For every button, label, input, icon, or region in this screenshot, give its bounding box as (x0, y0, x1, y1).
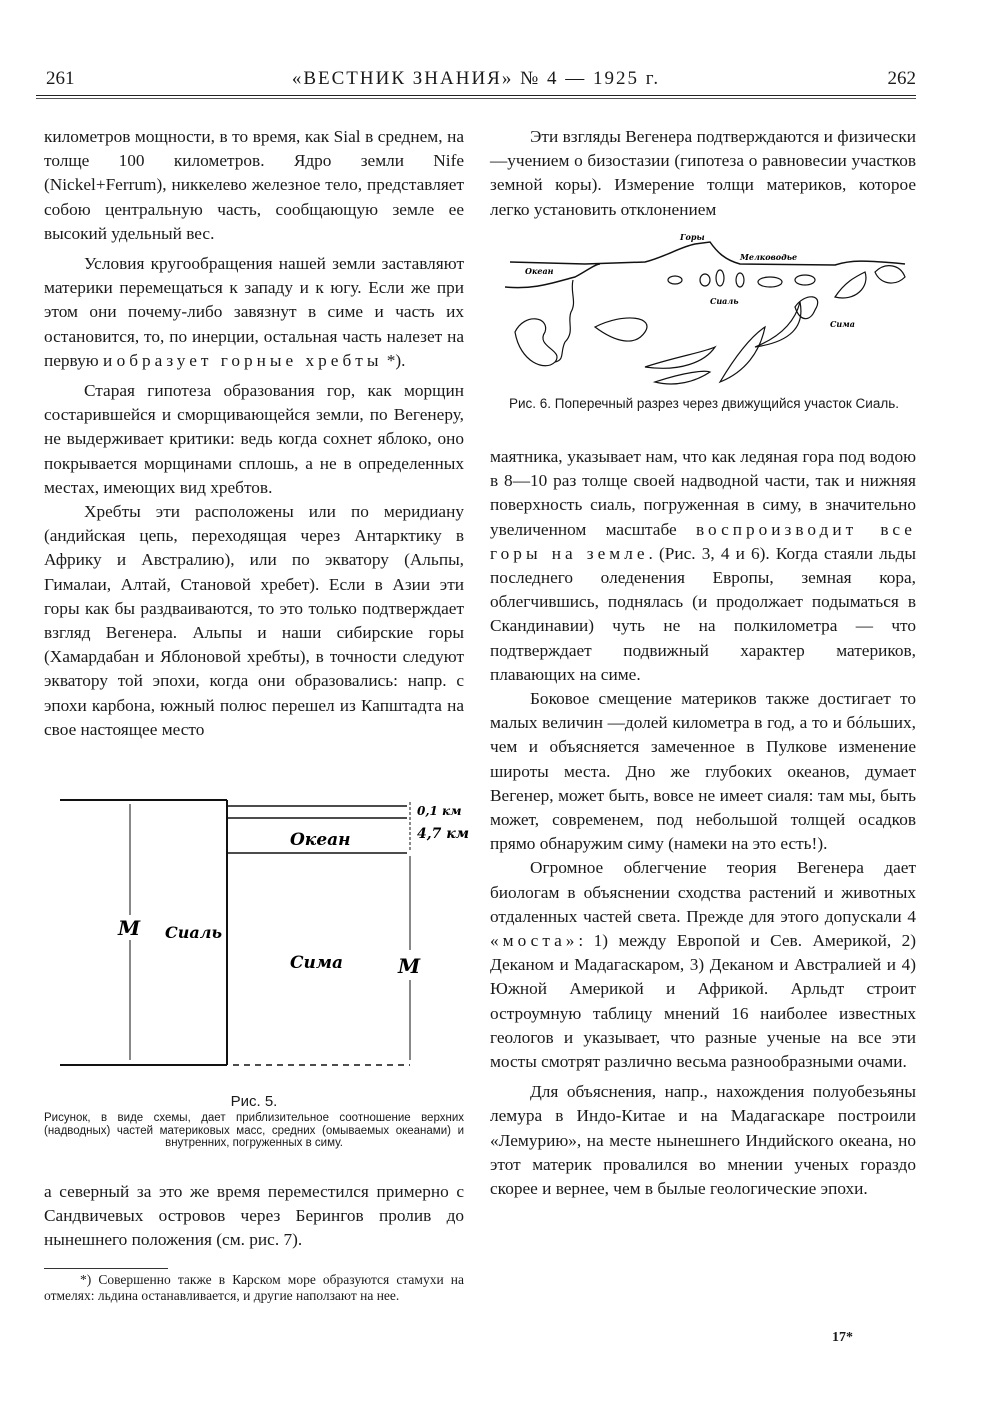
sial-underside (555, 280, 574, 362)
figure-5-description: Рисунок, в виде схемы, дает приблизительное соотношение верхних (надводных) частей материковых масс, средних (омываемых океанами) и внутренних, погруженных в симу. (44, 1112, 464, 1149)
figure-6-caption: Рис. 6. Поперечный разрез через движущийся участок Сиаль. (508, 396, 900, 411)
label-ocean: Океан (290, 830, 351, 850)
emphasis: образует горные хребты (116, 350, 383, 370)
paragraph: а северный за это же время переместился примерно с Сандвичевых островов через Берингов пролив до нынешнего положения (см. рис. 7). (44, 1182, 464, 1250)
sial-fragment (795, 275, 815, 285)
emphasis: воспроизводит все горы на земле (490, 519, 916, 563)
sial-root (515, 319, 557, 366)
left-column-text (44, 125, 464, 742)
footnote: *) Совершенно также в Карском море образуются стамухи на отмелях: льдина останавливается, и другие наползают на нее. (44, 1272, 464, 1303)
paragraph: Старая гипотеза образования гор, как морщин состарившейся и сморщивающейся земли, по Вегенеру, не выдерживает критики: ведь когда сохнет яблоко, оно покрывается морщинами сплошь, а не в определенных местах, имеющих вид хребтов. (44, 381, 464, 497)
left-column-continuation (44, 1180, 464, 1253)
label-sial: Сиаль (165, 923, 222, 942)
right-column-text (490, 125, 916, 222)
sial-root (720, 327, 765, 382)
surface-profile (510, 242, 905, 265)
page-number-left: 261 (46, 68, 75, 89)
paragraph: Огромное облегчение теория Вегенера дает биологам в объяснении сходства растений и животных отдаленных частей света. Прежде для этого допускали 4 «моста»: 1) между Европой и Сев. Америкой, 2) Деканом и Мадагаскаром, 3) Деканом и Австралией и 4) Южной Америкой и Африкой. Арльдт строит остроумную таблицу мнений 16 наиболее известных геологов и указывает, что разные ученые на все эти мосты смотрят различно весьма разнообразными очами. (490, 858, 916, 1072)
label-m-right: M (398, 954, 421, 978)
right-column-continuation (490, 445, 916, 1201)
page-number-right: 262 (887, 68, 916, 89)
label-dim-top: 0,1 км (417, 804, 462, 818)
label-ocean: Океан (525, 266, 554, 276)
sial-root (875, 266, 905, 283)
sial-root (755, 302, 801, 347)
footnote-rule (44, 1268, 168, 1269)
journal-title: «ВЕСТНИК ЗНАНИЯ» № 4 — 1925 г. (291, 68, 661, 89)
figure-5-diagram (55, 790, 485, 1070)
sial-fragment (668, 276, 682, 284)
label-dim-ocean: 4,7 км (417, 826, 470, 842)
paragraph: Боковое смещение материков также достигает то малых величин —долей километра в год, а то и бóльших, чем и объясняется замеченное в Пулкове изменение широты места. Дно же глубоких океанов, думает Вегенер, может быть, вовсе не имеет сиаля: там мы, быть может, современем, под небольшой толщей осадков прямо обнаружим симу (намеки на это есть!). (490, 689, 916, 854)
paragraph: Эти взгляды Вегенера подтверждаются и физически—учением о бизостазии (гипотеза о равновесии участков земной коры). Измерение толщи материков, которое легко установить отклонением (490, 127, 916, 219)
sial-fragment (736, 273, 744, 287)
running-header (36, 68, 916, 98)
label-shallows: Мелководье (740, 252, 798, 262)
label-sima: Сима (830, 319, 855, 329)
figure-5-title: Рис. 5. (230, 1093, 278, 1110)
paragraph: Хребты эти расположены или по меридиану (андийская цепь, переходящая через Антарктику в Африку и Австралию), или по экватору (Альпы, Гималаи, Алтай, Становой хребет). Если в Азии эти горы как бы раздваиваются, то это только подтверждает взгляд Вегенера. Альпы и наши сибирские горы (Хамардабан и Яблоновой хребты), в точности следуют экватору той эпохи, когда они образовались: напр. с эпохи карбона, южный полюс перешел из Капштадта на свое настоящее место (44, 502, 464, 739)
paragraph: Для объяснения, напр., нахождения полуобезьяны лемура в Индо-Китае и на Мадагаскаре построили «Лемурию», на месте нынешнего Индийского океана, но этот материк провалился во мнении ученых гораздо скорее и вернее, чем в былые геологические эпохи. (490, 1082, 916, 1199)
label-mountains: Горы (680, 232, 705, 242)
emphasis: «моста» (490, 931, 579, 951)
label-m-left: M (118, 916, 141, 940)
paragraph: Условия кругообращения нашей земли заставляют материки перемещаться к западу и к югу. Если же при этом они почему-либо завязнут в симе и часть их остановится, то, по инерции, остальная часть налезет на первую и образует горные хребты *). (44, 254, 464, 370)
sial-fragment (700, 274, 710, 286)
figure-5-caption (44, 1093, 464, 1150)
figure-6-diagram (505, 232, 925, 392)
sial-root (645, 347, 715, 368)
printer-signature: 17* (832, 1330, 853, 1345)
paragraph: километров мощности, в то время, как Sial в среднем, на толще 100 километров. Ядро земли Nife (Nickel+Ferrum), никкелево железное тело, представляет собою центральную часть, сообщающую земле ее высокий удельный вес. (44, 127, 464, 243)
paragraph: маятника, указывает нам, что как ледяная гора под водою в 8—10 раз толще своей надводной части, так и нижняя поверхность сиаль, погруженная в симу, в значительно увеличенном масштабе воспроизводит все горы на земле. (Рис. 3, 4 и 6). Когда стаяли льды последнего оледенения Европы, земная кора, облегчившись, поднялась (и продолжает подыматься в Скандинавии) чуть не на полкилометра — что подтверждает подвижный характер материков, плавающих на симе. (490, 447, 916, 684)
label-sima: Сима (290, 953, 344, 973)
sial-fragment (758, 277, 782, 287)
header-rule (36, 95, 916, 99)
label-sial: Сиаль (710, 296, 739, 306)
sial-fragment (716, 270, 724, 286)
sial-root (835, 272, 866, 298)
sial-root (655, 371, 710, 384)
sial-root (595, 318, 647, 341)
